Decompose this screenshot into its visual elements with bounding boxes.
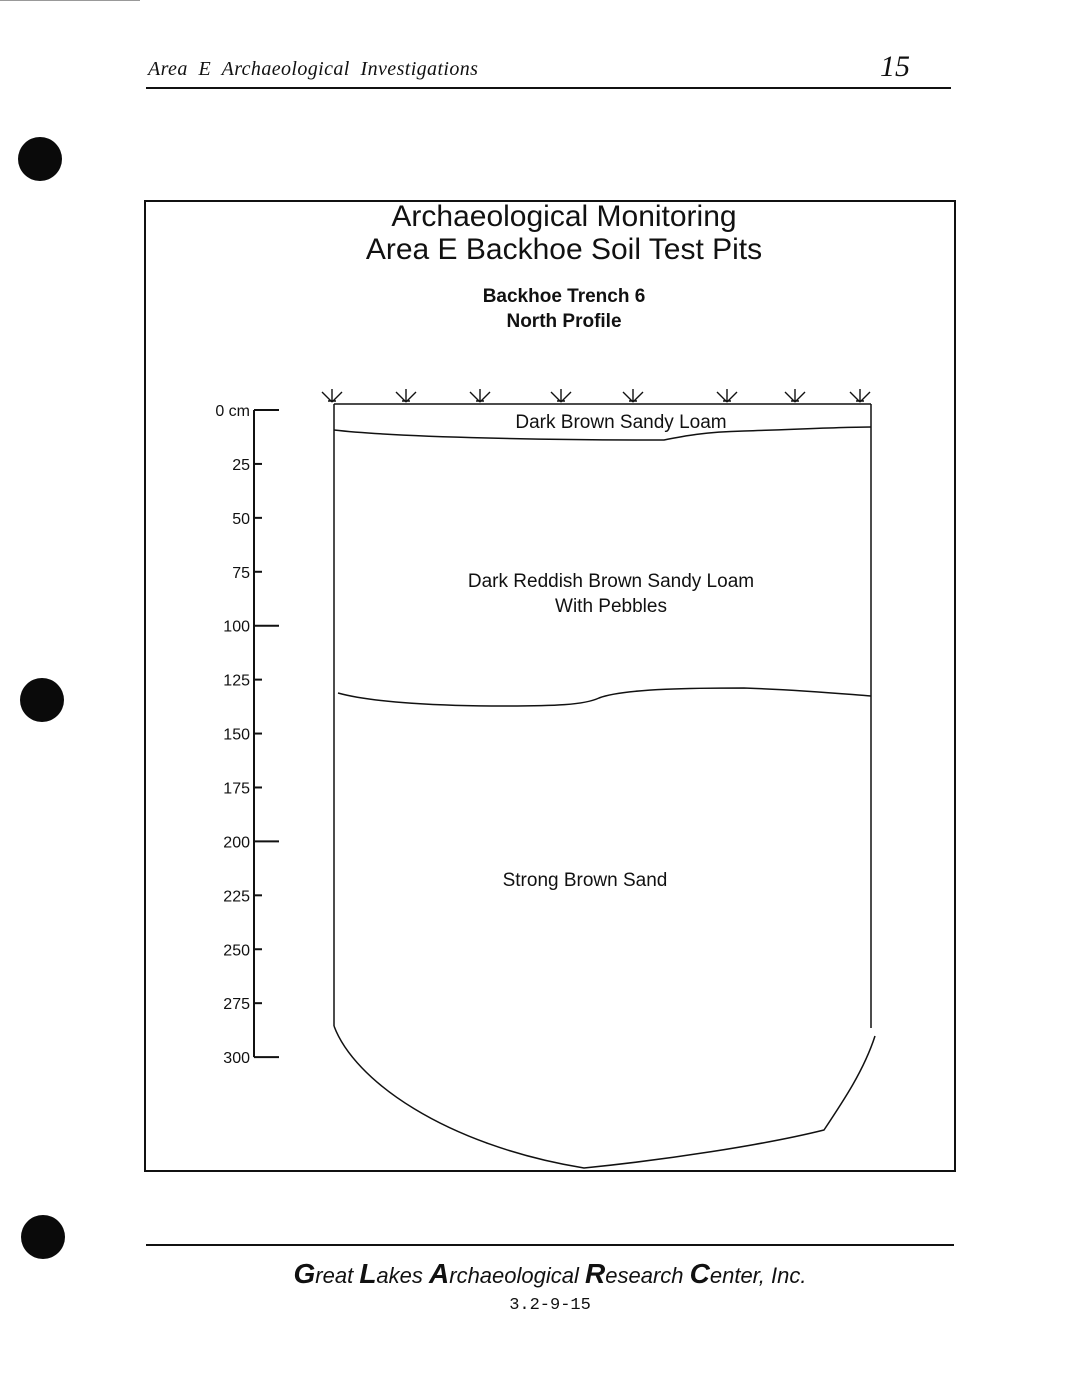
trench-profile [334, 404, 875, 1168]
scan-edge-line [0, 0, 140, 1]
depth-tick-label: 25 [232, 456, 250, 474]
depth-tick-label: 175 [223, 780, 250, 798]
grass-symbol-icon [470, 389, 490, 402]
depth-tick-label: 250 [223, 942, 250, 960]
trench-name: Backhoe Trench 6 [482, 286, 646, 307]
layer-3-label: Strong Brown Sand [502, 870, 668, 891]
footer-organization [146, 1258, 954, 1290]
depth-tick-label: 100 [223, 618, 250, 636]
profile-name: North Profile [506, 311, 622, 332]
grass-symbol-icon [717, 389, 737, 402]
soil-profile-diagram [144, 200, 956, 1172]
figure-title-line2: Area E Backhoe Soil Test Pits [365, 233, 763, 266]
binder-hole [18, 137, 62, 181]
org-word: Lakes [359, 1258, 430, 1289]
depth-tick-label: 125 [223, 672, 250, 690]
depth-tick-label: 50 [232, 510, 250, 528]
depth-tick-label: 275 [223, 996, 250, 1014]
depth-tick-label: 0 cm [215, 403, 250, 420]
org-word: Research [585, 1258, 690, 1289]
layer-2-label-line2: With Pebbles [555, 596, 667, 617]
grass-symbol-icon [785, 389, 805, 402]
binder-hole [21, 1215, 65, 1259]
grass-symbol-icon [850, 389, 870, 402]
document-code: 3.2-9-15 [509, 1296, 591, 1315]
grass-symbol-icon [396, 389, 416, 402]
org-word: Archaeological [429, 1258, 585, 1289]
depth-tick-label: 150 [223, 726, 250, 744]
vegetation-symbols [322, 389, 870, 402]
org-word: Great [293, 1258, 360, 1289]
layer-boundary-2 [338, 688, 871, 706]
depth-tick-label: 225 [223, 888, 250, 906]
layer-1-label: Dark Brown Sandy Loam [515, 412, 727, 433]
grass-symbol-icon [551, 389, 571, 402]
grass-symbol-icon [322, 389, 342, 402]
depth-scale [215, 403, 279, 1067]
binder-hole [20, 678, 64, 722]
org-word: Center, Inc. [689, 1258, 807, 1289]
figure-title-line1: Archaeological Monitoring [391, 200, 737, 233]
page-number: 15 [880, 50, 910, 83]
header-rule [146, 87, 951, 89]
depth-tick-label: 75 [232, 564, 250, 582]
depth-tick-label: 200 [223, 834, 250, 852]
footer-rule [146, 1244, 954, 1246]
grass-symbol-icon [623, 389, 643, 402]
layer-2-label: Dark Reddish Brown Sandy Loam [467, 571, 755, 592]
trench-floor-curve [334, 1026, 875, 1168]
running-head: Area E Archaeological Investigations [148, 58, 479, 80]
depth-tick-label: 300 [223, 1050, 250, 1068]
